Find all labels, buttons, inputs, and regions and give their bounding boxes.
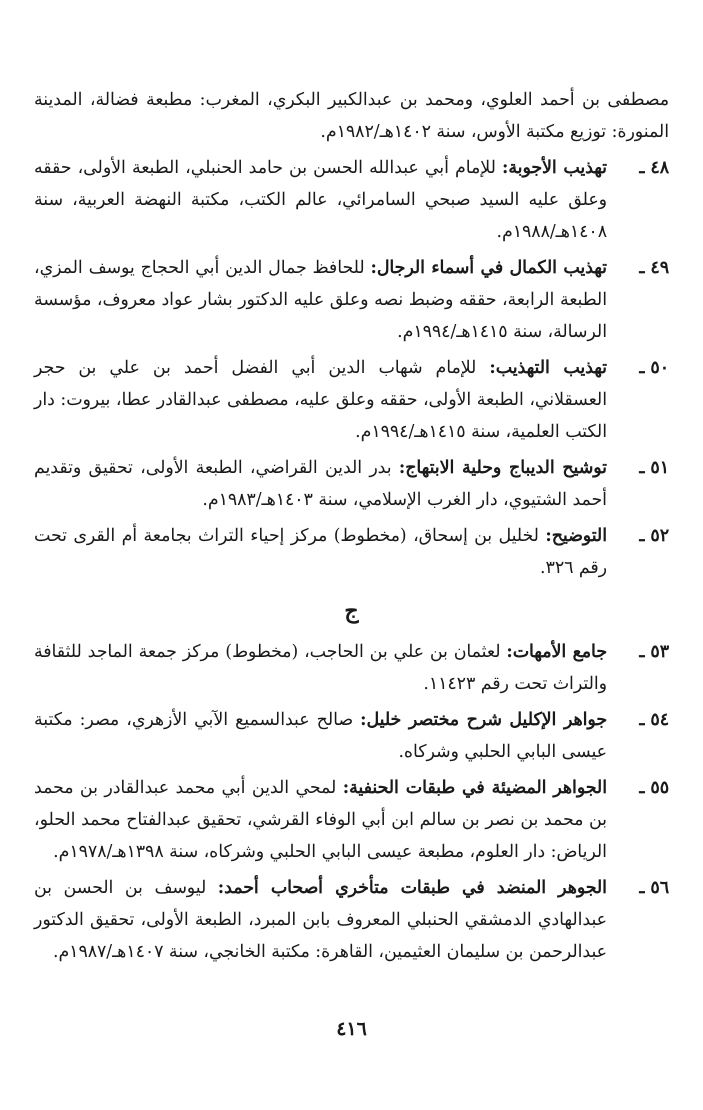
entry-number: ٥٤ ـ xyxy=(639,710,669,730)
entry-number: ٥١ ـ xyxy=(639,458,669,478)
entry-title: الجوهر المنضد في طبقات متأخري أصحاب أحمد: xyxy=(217,878,607,898)
entry-number: ٤٨ ـ xyxy=(639,158,669,178)
entry-number: ٥٥ ـ xyxy=(639,778,669,798)
bibliography-list xyxy=(34,84,669,972)
bibliography-entry-49 xyxy=(34,252,669,348)
entry-continuation: مصطفى بن أحمد العلوي، ومحمد بن عبدالكبير البكري، المغرب: مطبعة فضالة، المدينة المنورة: توزيع مكتبة الأوس، سنة ١٤٠٢هـ/١٩٨٢م. xyxy=(34,90,669,142)
entry-text: ليوسف بن الحسن بن عبدالهادي الدمشقي الحنبلي المعروف بابن المبرد، الطبعة الأولى، تحقيق الدكتور عبدالرحمن بن سليمان العثيمين، القاهرة: مكتبة الخانجي، سنة ١٤٠٧هـ/١٩٨٧م. xyxy=(34,878,607,962)
entry-title: التوضيح: xyxy=(545,526,607,546)
entry-text: بدر الدين القراضي، الطبعة الأولى، تحقيق وتقديم أحمد الشتيوي، دار الغرب الإسلامي، سنة ١٤٠٣هـ/١٩٨٣م. xyxy=(34,458,607,510)
entry-text: لمحي الدين أبي محمد عبدالقادر بن محمد بن محمد بن نصر بن سالم ابن أبي الوفاء القرشي، تحقيق عبدالفتاح محمد الحلو، الرياض: دار العلوم، مطبعة عيسى البابي الحلبي وشركاه، سنة ١٣٩٨هـ/١٩٧٨م. xyxy=(34,778,607,862)
bibliography-entry-56 xyxy=(34,872,669,968)
entry-text: للإمام شهاب الدين أبي الفضل أحمد بن علي بن حجر العسقلاني، الطبعة الأولى، حققه وعلق عليه، مصطفى عبدالقادر عطا، بيروت: دار الكتب العلمية، سنة ١٤١٥هـ/١٩٩٤م. xyxy=(34,358,607,442)
entry-number: ٥٢ ـ xyxy=(639,526,669,546)
entry-number: ٥٦ ـ xyxy=(639,878,669,898)
entry-title: تهذيب التهذيب: xyxy=(489,358,607,378)
entry-text: لخليل بن إسحاق، (مخطوط) مركز إحياء التراث بجامعة أم القرى تحت رقم ٣٢٦. xyxy=(34,526,607,578)
entry-number: ٤٩ ـ xyxy=(639,258,669,278)
bibliography-entry-48 xyxy=(34,152,669,248)
bibliography-entry-52 xyxy=(34,520,669,584)
bibliography-entry-50 xyxy=(34,352,669,448)
entry-title: الجواهر المضيئة في طبقات الحنفية: xyxy=(342,778,607,798)
entry-title: توشيح الديباج وحلية الابتهاج: xyxy=(398,458,607,478)
bibliography-entry-51 xyxy=(34,452,669,516)
bibliography-entry-55 xyxy=(34,772,669,868)
entry-text: للحافظ جمال الدين أبي الحجاج يوسف المزي، الطبعة الرابعة، حققه وضبط نصه وعلق عليه الدكتور بشار عواد معروف، مؤسسة الرسالة، سنة ١٤١٥هـ/١٩٩٤م. xyxy=(34,258,607,342)
entry-title: جواهر الإكليل شرح مختصر خليل: xyxy=(360,710,608,730)
entry-text: صالح عبدالسميع الآبي الأزهري، مصر: مكتبة عيسى البابي الحلبي وشركاه. xyxy=(34,710,607,762)
section-letter-heading: ج xyxy=(344,598,359,624)
entry-number: ٥٣ ـ xyxy=(639,642,669,662)
entry-number: ٥٠ ـ xyxy=(639,358,669,378)
entry-text: لعثمان بن علي بن الحاجب، (مخطوط) مركز جمعة الماجد للثقافة والتراث تحت رقم ١١٤٢٣. xyxy=(34,642,607,694)
bibliography-entry-53 xyxy=(34,636,669,700)
entry-text: للإمام أبي عبدالله الحسن بن حامد الحنبلي، الطبعة الأولى، حققه وعلق عليه السيد صبحي السامرائي، عالم الكتب، مكتبة النهضة العربية، سنة ١٤٠٨هـ/١٩٨٨م. xyxy=(34,158,607,242)
bibliography-entry-54 xyxy=(34,704,669,768)
entry-title: تهذيب الأجوبة: xyxy=(501,158,607,178)
page-number: ٤١٦ xyxy=(336,1018,367,1040)
entry-title: جامع الأمهات: xyxy=(506,642,607,662)
entry-title: تهذيب الكمال في أسماء الرجال: xyxy=(370,258,607,278)
